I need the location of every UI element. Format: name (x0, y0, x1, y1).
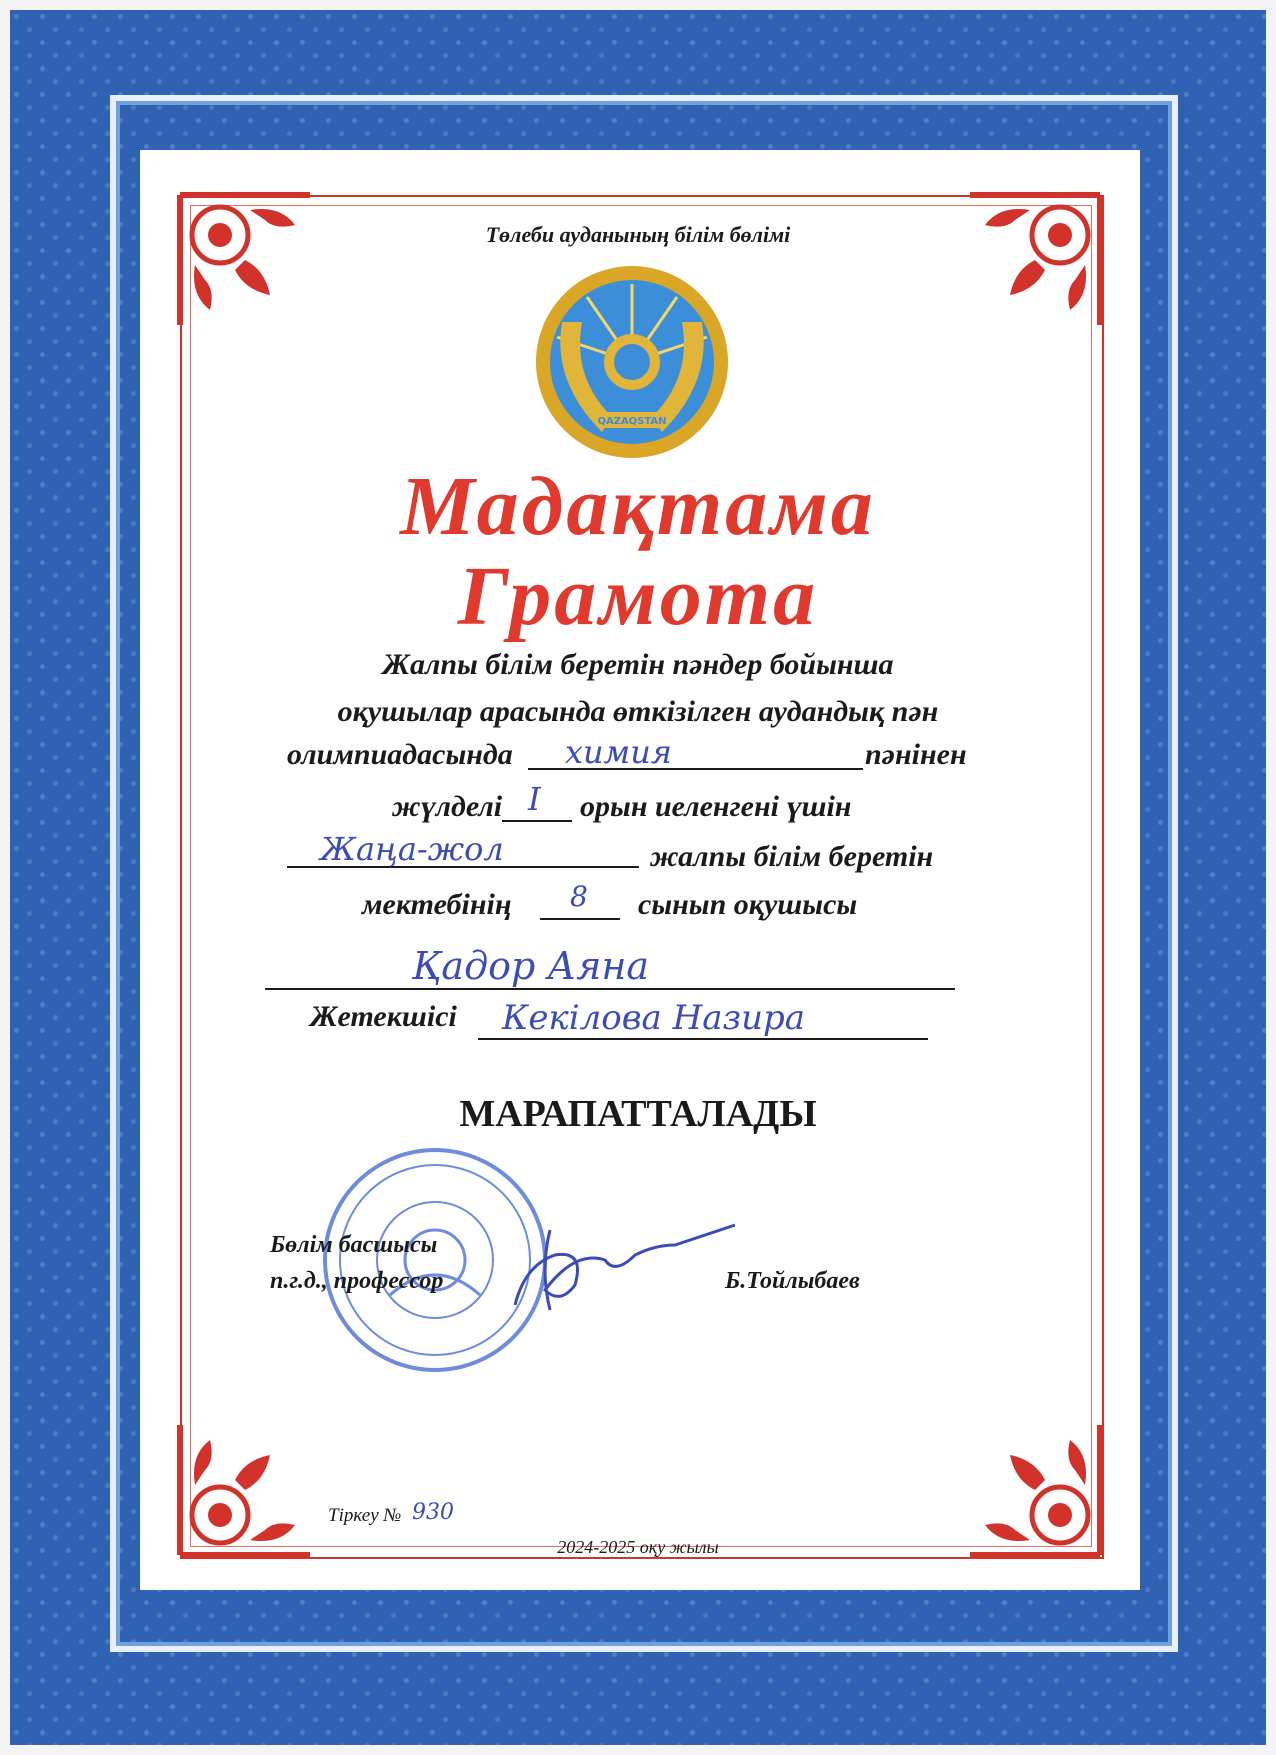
signature-icon (495, 1210, 735, 1320)
grade-suffix: сынып оқушысы (638, 888, 858, 921)
grade-label: мектебінің (362, 888, 512, 921)
subject-suffix: пәнінен (865, 738, 967, 771)
registration-label: Тіркеу № (328, 1505, 402, 1526)
supervisor-handwritten: Кекілова Назира (502, 998, 805, 1038)
academic-year: 2024-2025 оқу жылы (557, 1537, 719, 1557)
supervisor-label: Жетекшісі (310, 1000, 457, 1033)
place-handwritten: I (528, 780, 541, 818)
registration-number: 930 (412, 1500, 454, 1525)
awarded-heading: МАРАПАТТАЛАДЫ (459, 1093, 817, 1135)
place-suffix: орын иеленгені үшін (580, 790, 852, 823)
place-line (502, 820, 572, 822)
state-emblem-icon (532, 262, 732, 462)
school-handwritten: Жаңа-жол (320, 830, 504, 868)
corner-ornament-icon (175, 190, 315, 330)
signer-role-1: Бөлім басшысы (270, 1232, 438, 1258)
supervisor-line (478, 1038, 928, 1040)
emblem-label: QAZAQSTAN (597, 416, 667, 427)
signer-role-2: п.г.д., профессор (270, 1268, 444, 1294)
grade-handwritten: 8 (570, 880, 588, 913)
signer-name: Б.Тойлыбаев (725, 1268, 860, 1294)
school-suffix: жалпы білім беретін (650, 840, 934, 873)
student-handwritten: Қадор Аяна (412, 944, 650, 988)
olympiad-label: олимпиадасында (287, 738, 513, 771)
grade-line (540, 918, 620, 920)
subject-handwritten: химия (565, 733, 672, 771)
body-line-2: оқушылар арасында өткізілген аудандық пән (337, 695, 939, 728)
title-line-1: Мадақтама (400, 460, 876, 553)
title-line-2: Грамота (457, 550, 819, 643)
issuer-heading: Төлеби ауданының білім бөлімі (485, 222, 791, 247)
place-label: жүлделі (392, 790, 503, 823)
student-line (265, 988, 955, 990)
body-line-1: Жалпы білім беретін пәндер бойынша (382, 648, 894, 681)
corner-ornament-icon (965, 190, 1105, 330)
